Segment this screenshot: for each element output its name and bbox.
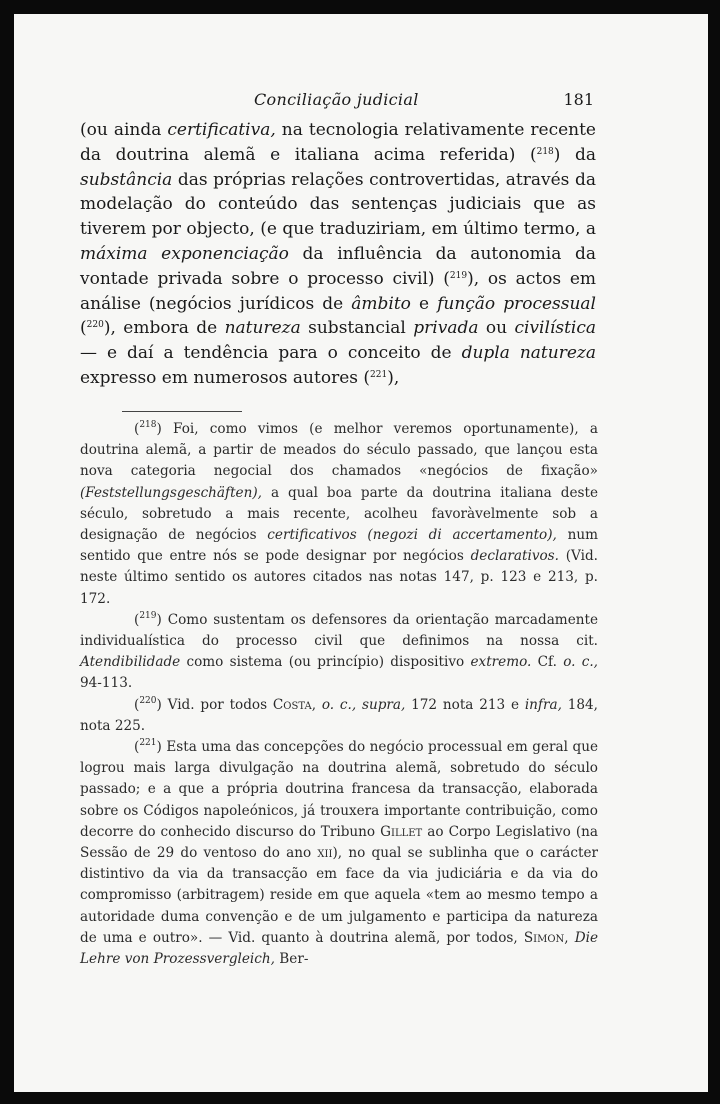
text-run: ) Como sustentam os defensores da orientação marcadamente individualística do processo civil que definimos na nossa cit. bbox=[80, 611, 598, 650]
author-name: Costa bbox=[272, 696, 312, 713]
emphasis: dupla natureza bbox=[461, 343, 596, 364]
footnote-ref: 219 bbox=[449, 270, 468, 281]
scanned-page bbox=[14, 14, 708, 1092]
footnote-number: 219 bbox=[139, 610, 157, 621]
text-run: ), bbox=[387, 367, 400, 388]
text-run: ) Esta uma das concepções do negócio processual em geral que logrou mais larga divulgação na doutrina alemã, sobretudo do século passado; e a que a própria doutrina francesa da transacção, elaborada sobre os Códigos napoleónicos, já trouxera importante contribuição, como decorre do conhecido discurso do Tribuno bbox=[80, 739, 598, 840]
emphasis: substância bbox=[80, 169, 173, 190]
text-run: ), no qual se sublinha que o carácter distintivo da via da transacção em face da via judiciária e da via do compromisso (arbitragem) reside em que aquela «tem ao mesmo tempo a autoridade duma convenção e de um julgamento e participa da natureza de uma e outro». — Vid. quanto à doutrina alemã, por todos, bbox=[80, 845, 598, 946]
footnote-number: 220 bbox=[139, 695, 157, 706]
emphasis: máxima exponenciação bbox=[80, 243, 289, 264]
text-run: Cf. bbox=[531, 654, 564, 671]
text-run: expresso em numerosos autores ( bbox=[80, 367, 371, 388]
text-run: num sentido que entre nós se pode designar por negócios bbox=[80, 527, 598, 565]
text-run: na tecnologia relativamente recente da doutrina alemã e italiana acima referida) ( bbox=[80, 120, 596, 165]
text-run: , bbox=[564, 929, 575, 946]
text-run: ), embora de bbox=[103, 318, 225, 339]
text-run: ), os actos em análise (negócios jurídicos de bbox=[80, 268, 597, 314]
footnote-ref: 220 bbox=[86, 320, 104, 331]
text-run: ) Foi, como vimos (e melhor veremos oportunamente), a doutrina alemã, a partir de meados do século passado, que lançou esta nova categoria negocial dos chamados «negócios de fixação» bbox=[80, 421, 598, 480]
main-paragraph bbox=[80, 118, 596, 391]
paragraph-text bbox=[80, 118, 596, 391]
emphasis: Die Lehre von Prozessvergleich, bbox=[80, 929, 598, 968]
emphasis: âmbito bbox=[351, 293, 411, 314]
text-run: ) da bbox=[553, 144, 596, 165]
text-run: da influência da autonomia da vontade privada sobre o processo civil) ( bbox=[80, 243, 597, 289]
text-run: 172 nota 213 e bbox=[405, 696, 525, 713]
emphasis: o. c., supra, bbox=[321, 696, 406, 713]
running-title: Conciliação judicial bbox=[254, 90, 419, 109]
footnote-219: ($^{219}$) Como sustentam os defensores da orientação marcadamente individualística do processo civil que definimos na nossa cit. Atendibilidade como sistema (ou princípio) dispositivo extremo. Cf. o. c., 94-113. bbox=[80, 610, 598, 692]
text-run: (ou ainda bbox=[80, 120, 168, 140]
roman-numeral: xii bbox=[317, 845, 333, 862]
text-run: das próprias relações controvertidas, através da modelação do conteúdo das sentenças judiciais que as tiverem por objecto, (e que traduziriam, em último termo, a bbox=[80, 169, 596, 240]
emphasis: certificativa, bbox=[167, 120, 276, 140]
emphasis: infra, bbox=[524, 696, 562, 713]
emphasis: declarativos. bbox=[470, 548, 559, 565]
author-name: Simon bbox=[523, 929, 565, 946]
emphasis: certificativos (negozi di accertamento), bbox=[267, 527, 557, 544]
footnote-number: 218 bbox=[139, 420, 157, 430]
text-run: , bbox=[311, 696, 322, 713]
emphasis: civilística bbox=[514, 318, 596, 339]
text-run: como sistema (ou princípio) dispositivo bbox=[180, 654, 471, 671]
footnote-ref: 221 bbox=[370, 369, 388, 380]
footnotes bbox=[80, 419, 598, 970]
footnote-ref: 218 bbox=[536, 146, 554, 157]
footnote-220: ($^{220}$) Vid. por todos Costa, o. c., supra, 172 nota 213 e infra, 184, nota 225. bbox=[80, 695, 598, 734]
emphasis: função processual bbox=[437, 293, 596, 314]
emphasis: Atendibilidade bbox=[80, 654, 181, 671]
text-run: (Vid. neste último sentido os autores citados nas notas 147, p. 123 e 213, p. 172. bbox=[80, 548, 599, 607]
emphasis: extremo. bbox=[470, 654, 532, 671]
text-run: a qual boa parte da doutrina italiana deste século, sobretudo a mais recente, acolheu favoràvelmente sob a designação de negócios bbox=[80, 484, 598, 544]
emphasis: (Feststellungsgeschäften), bbox=[80, 484, 262, 501]
text-run: ou bbox=[478, 318, 515, 339]
footnote-number: 221 bbox=[139, 738, 157, 749]
footnote-218: ($^{218}$) Foi, como vimos (e melhor veremos oportunamente), a doutrina alemã, a partir de meados do século passado, que lançou esta nova categoria negocial dos chamados «negócios de fixação» (Feststellungsgeschäften), a qual boa parte da doutrina italiana deste século, sobretudo a mais recente, acolheu favoràvelmente sob a designação de negócios certificativos (negozi di accertamento), num sentido que entre nós se pode designar por negócios declarativos. (Vid. neste último sentido os autores citados nas notas 147, p. 123 e 213, p. 172. bbox=[80, 420, 599, 607]
text-run: ) Vid. por todos bbox=[156, 696, 273, 713]
text-run: Ber- bbox=[274, 951, 309, 968]
emphasis: natureza bbox=[224, 318, 301, 339]
text-run: substancial bbox=[300, 318, 414, 339]
text-run: 94-113. bbox=[80, 675, 133, 692]
page-number: 181 bbox=[563, 90, 594, 109]
text-run: e bbox=[410, 293, 438, 314]
footnote-221: ($^{221}$) Esta uma das concepções do negócio processual em geral que logrou mais larga divulgação na doutrina alemã, sobretudo do século passado; e a que a própria doutrina francesa da transacção, elaborada sobre os Códigos napoleónicos, já trouxera importante contribuição, como decorre do conhecido discurso do Tribuno Gillet ao Corpo Legislativo (na Sessão de 29 do ventoso do ano xii), no qual se sublinha que o carácter distintivo da via da transacção em face da via judiciária e da via do compromisso (arbitragem) reside em que aquela «tem ao mesmo tempo a autoridade duma convenção e de um julgamento e participa da natureza de uma e outro». — Vid. quanto à doutrina alemã, por todos, Simon, Die Lehre von Prozessvergleich, Ber- bbox=[80, 738, 598, 968]
footnote-divider bbox=[122, 411, 242, 412]
text-run: ao Corpo Legislativo (na Sessão de 29 do ventoso do ano bbox=[80, 823, 598, 862]
text-run: — e daí a tendência para o conceito de bbox=[80, 343, 462, 364]
text-run: ( bbox=[80, 318, 87, 339]
text-run: 184, nota 225. bbox=[80, 696, 598, 734]
emphasis: o. c., bbox=[563, 654, 598, 671]
page-header bbox=[14, 90, 708, 114]
author-name: Gillet bbox=[380, 823, 423, 840]
emphasis: privada bbox=[413, 318, 479, 339]
